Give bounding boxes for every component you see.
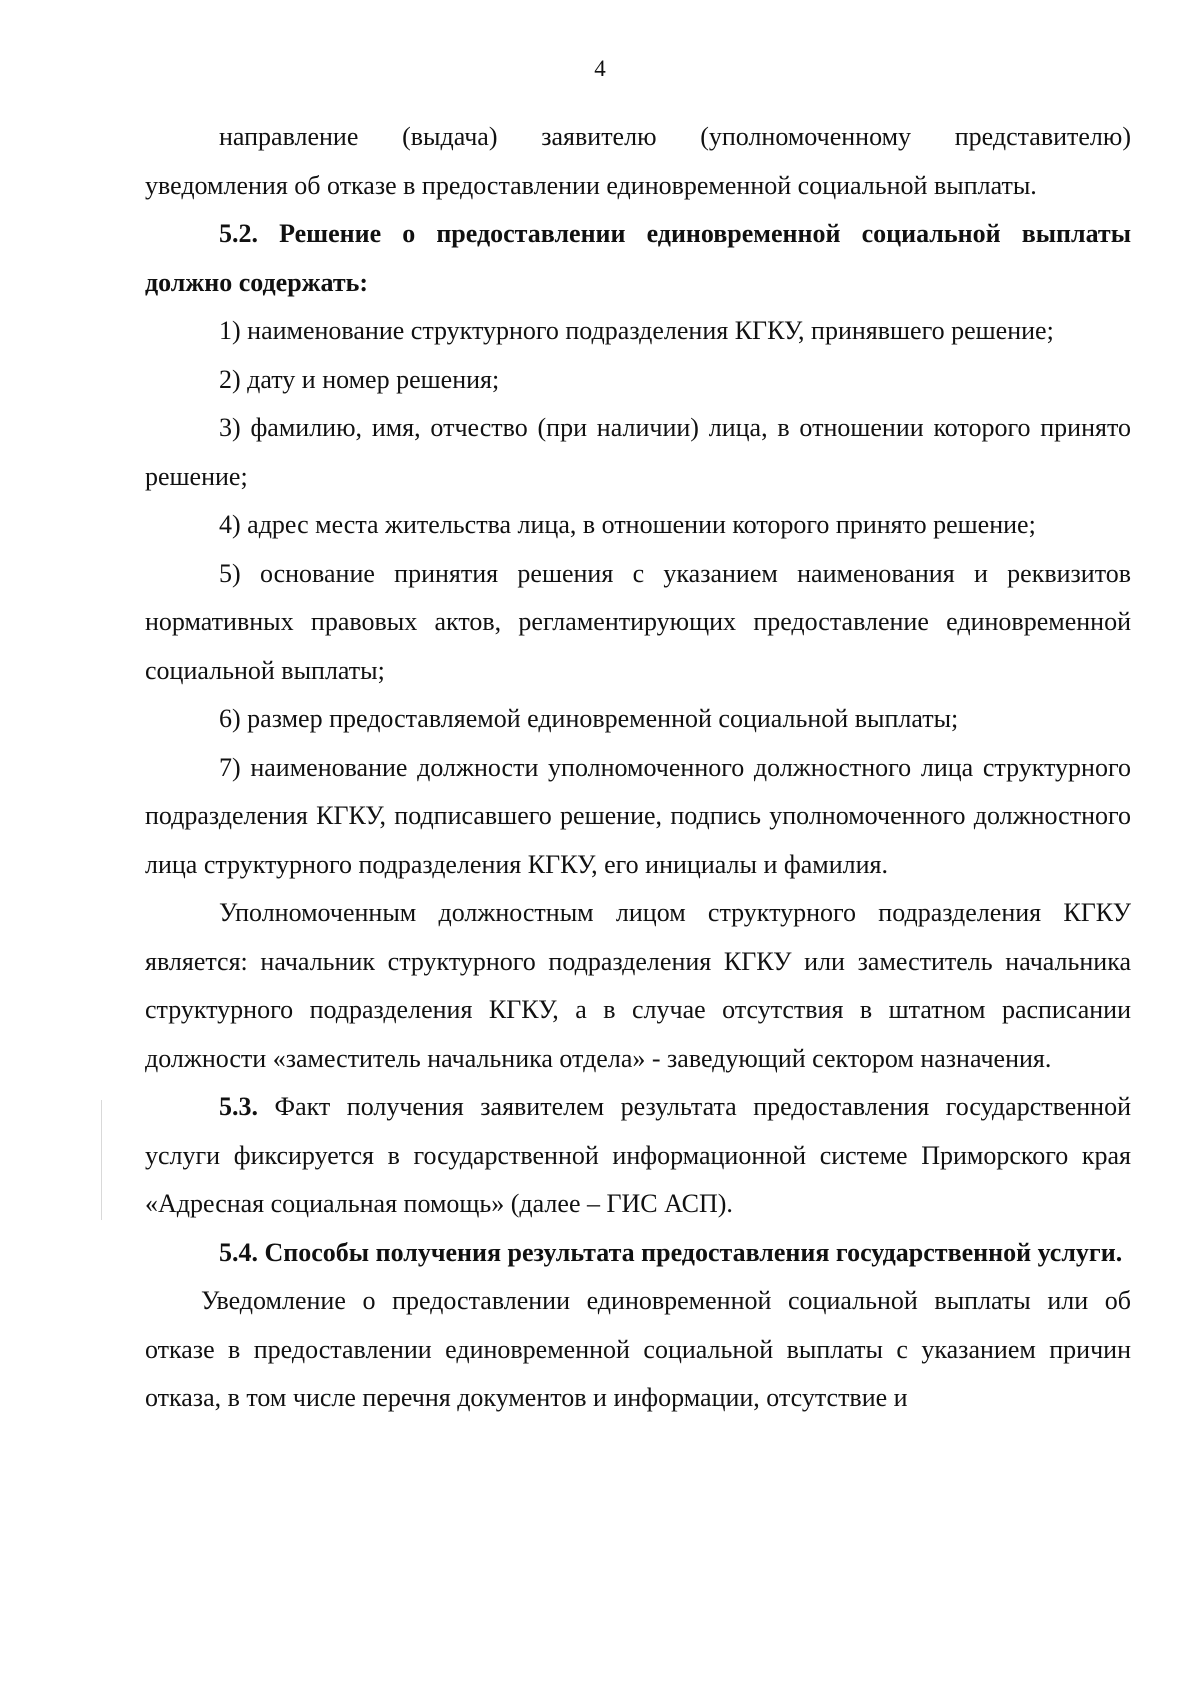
document-body — [145, 113, 1131, 1423]
paragraph-authorized-official: Уполномоченным должностным лицом структурного подразделения КГКУ является: начальник структурного подразделения КГКУ или заместитель начальника структурного подразделения КГКУ, а в случае отсутствия в штатном расписании должности «заместитель начальника отдела» - заведующий сектором назначения. — [145, 898, 1131, 1073]
list-item-3: 3) фамилию, имя, отчество (при наличии) лица, в отношении которого принято решение; — [145, 413, 1131, 491]
list-item-5: 5) основание принятия решения с указанием наименования и реквизитов нормативных правовых актов, регламентирующих предоставление единовременной социальной выплаты; — [145, 558, 1131, 685]
scan-edge-artifact — [101, 1100, 102, 1220]
section-5-2-heading: 5.2. Решение о предоставлении единовременной социальной выплаты должно содержать: — [145, 219, 1131, 297]
list-item-1: 1) наименование структурного подразделения КГКУ, принявшего решение; — [219, 316, 1054, 345]
paragraph-refusal-notice: направление (выдача) заявителю (уполномоченному представителю) уведомления об отказе в предоставлении единовременной социальной выплаты. — [145, 122, 1131, 200]
section-5-4-heading: 5.4. Способы получения результата предоставления государственной услуги. — [219, 1237, 1123, 1267]
paragraph-notification: Уведомление о предоставлении единовременной социальной выплаты или об отказе в предоставлении единовременной социальной выплаты с указанием причин отказа, в том числе перечня документов и информации, отсутствие и — [145, 1286, 1131, 1412]
list-item-4: 4) адрес места жительства лица, в отношении которого принято решение; — [219, 510, 1036, 539]
section-5-3-text: Факт получения заявителем результата предоставления государственной услуги фиксируется в государственной информационной системе Приморского края «Адресная социальная помощь» (далее – ГИС АСП). — [145, 1092, 1131, 1218]
section-5-3-paragraph — [145, 1083, 1131, 1229]
list-item-6: 6) размер предоставляемой единовременной социальной выплаты; — [219, 704, 959, 733]
page-number: 4 — [594, 56, 606, 81]
list-item-2: 2) дату и номер решения; — [219, 364, 500, 394]
list-item-7: 7) наименование должности уполномоченного должностного лица структурного подразделения КГКУ, подписавшего решение, подпись уполномоченного должностного лица структурного подразделения КГКУ, его инициалы и фамилия. — [145, 752, 1131, 879]
section-5-3-number: 5.3. — [219, 1092, 258, 1121]
